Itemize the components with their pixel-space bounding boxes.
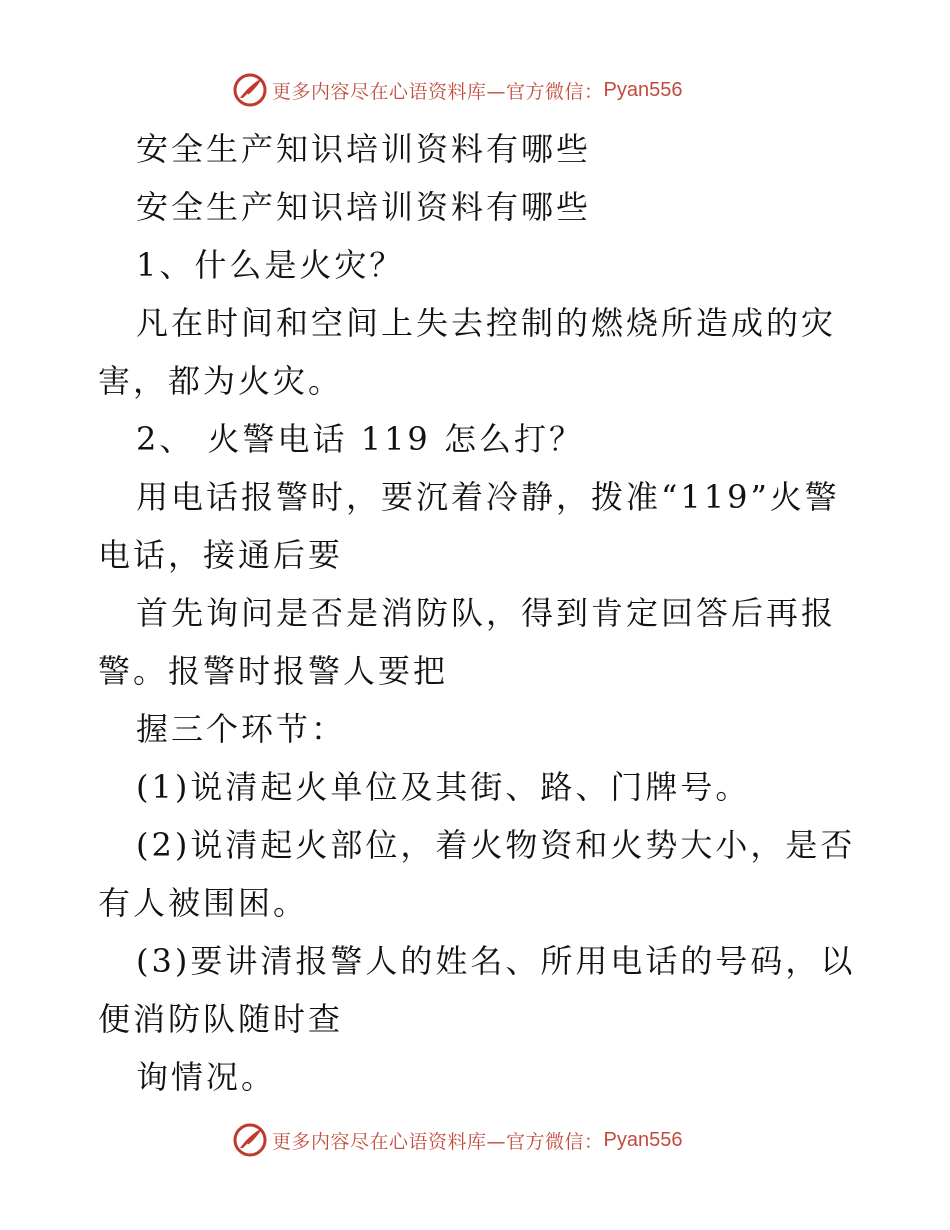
answer-2-line-3: 首先询问是否是消防队，得到肯定回答后再报 <box>136 594 837 632</box>
step-3-line-3: 询情况。 <box>136 1058 277 1096</box>
doc-title: 安全生产知识培训资料有哪些 <box>136 130 592 168</box>
answer-1-line-2: 害，都为火灾。 <box>98 362 344 400</box>
header-watermark <box>232 72 712 108</box>
answer-2-line-1: 用电话报警时，要沉着冷静，拨准“119”火警 <box>136 478 840 516</box>
answer-2-line-4: 警。报警时报警人要把 <box>98 652 449 690</box>
watermark-wechat-id: Pyan556 <box>603 78 683 101</box>
footer-watermark <box>232 1122 712 1158</box>
quill-logo-icon <box>232 72 268 108</box>
step-2-line-1: (2)说清起火部位，着火物资和火势大小，是否 <box>136 826 856 864</box>
question-1: 1、什么是火灾？ <box>136 246 405 284</box>
step-3-line-1: (3)要讲清报警人的姓名、所用电话的号码，以 <box>136 942 856 980</box>
quill-logo-icon <box>232 1122 268 1158</box>
answer-1-line-1: 凡在时间和空间上失去控制的燃烧所造成的灾 <box>136 304 837 342</box>
watermark-wechat-id: Pyan556 <box>603 1128 683 1151</box>
watermark-text: 更多内容尽在心语资料库—官方微信： <box>272 1130 604 1153</box>
watermark-text: 更多内容尽在心语资料库—官方微信： <box>272 80 604 103</box>
answer-2-line-2: 电话，接通后要 <box>98 536 344 574</box>
question-2: 2、 火警电话 119 怎么打？ <box>136 420 584 458</box>
step-1: (1)说清起火单位及其街、路、门牌号。 <box>136 768 751 806</box>
step-2-line-2: 有人被围困。 <box>98 884 309 922</box>
answer-2-line-5: 握三个环节： <box>136 710 347 748</box>
step-3-line-2: 便消防队随时查 <box>98 1000 344 1038</box>
doc-subtitle: 安全生产知识培训资料有哪些 <box>136 188 592 226</box>
